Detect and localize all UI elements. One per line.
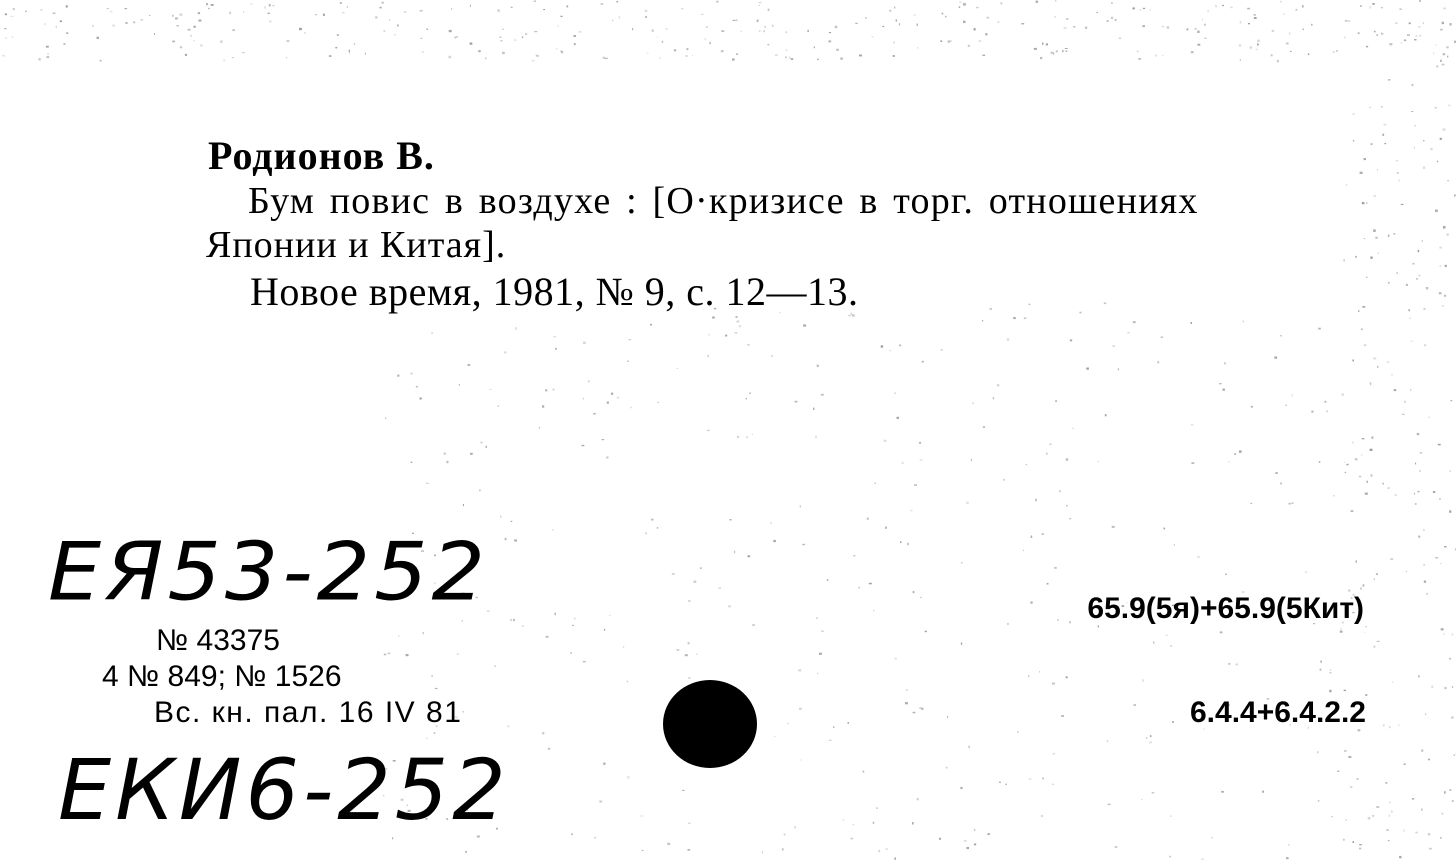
classification-index-1: 65.9(5я)+65.9(5Кит) <box>1087 592 1364 625</box>
title-line-2: Японии и Китая]. <box>206 224 507 266</box>
punch-hole <box>663 680 757 768</box>
chamber-note: Вс. кн. пал. 16 IV 81 <box>154 696 463 729</box>
author-name: Родионов В. <box>208 133 435 178</box>
handwritten-code-2: EКИ6-252 <box>58 741 510 839</box>
classification-index-2: 6.4.4+6.4.2.2 <box>1190 696 1366 729</box>
issue-numbers: 4 № 849; № 1526 <box>102 660 342 693</box>
handwritten-code-1: EЯ53-252 <box>48 525 489 619</box>
source-citation: Новое время, 1981, № 9, с. 12—13. <box>250 269 859 314</box>
title-line-1: Бум повис в воздухе : [О·кризисе в торг. отношениях <box>248 180 1199 222</box>
registry-number: № 43375 <box>156 624 280 657</box>
